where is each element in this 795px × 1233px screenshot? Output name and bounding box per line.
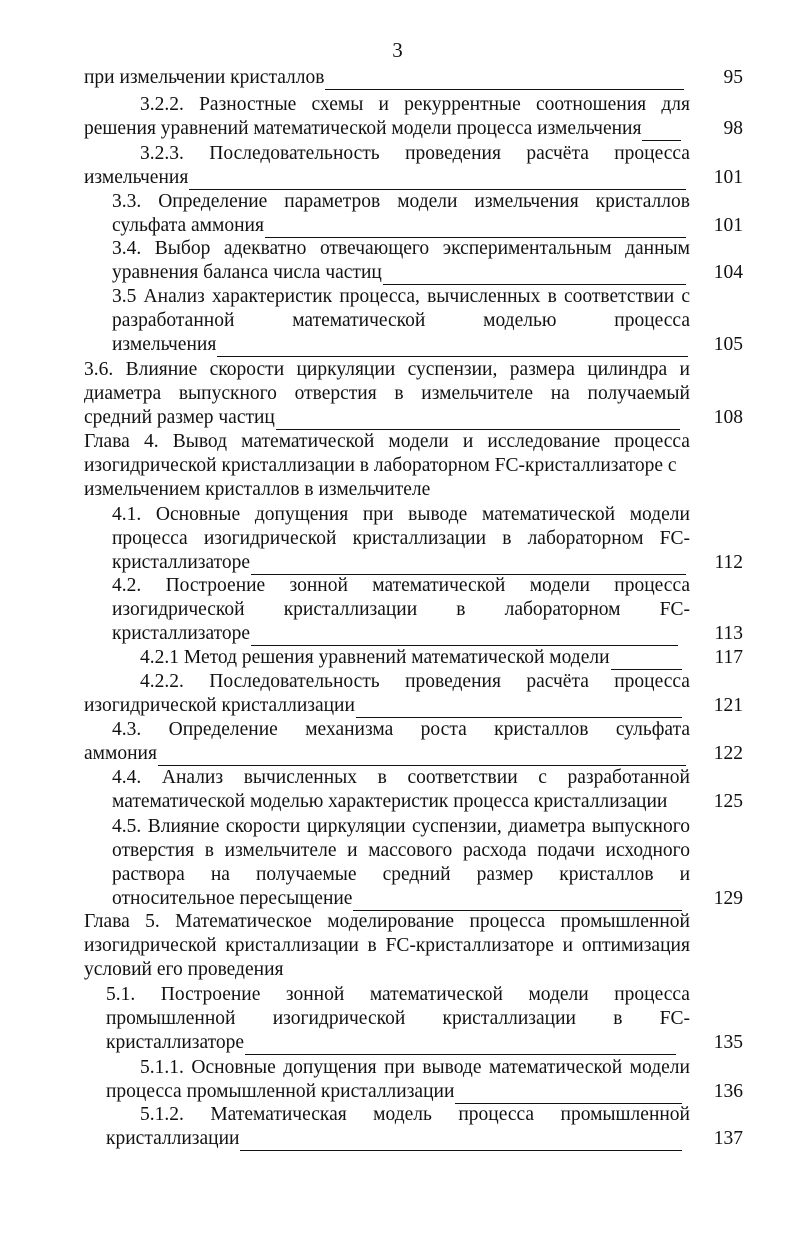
toc-entry-line: изогидрической кристаллизации в лабораторном FC-кристаллизаторе с [84, 455, 677, 476]
word: Анализ [143, 286, 205, 307]
word: механизма [305, 719, 394, 740]
word: на [550, 383, 570, 404]
word: математической [489, 1057, 623, 1078]
toc-entry-text: процесса промышленной кристаллизации [106, 1081, 455, 1102]
word: массового [368, 840, 453, 861]
word: процесса [614, 575, 690, 596]
word: оптимизация [581, 935, 690, 956]
toc-entry-line [140, 1103, 690, 1127]
word: 5.1.1. [140, 1057, 184, 1078]
toc-entry-text: измельчения [112, 334, 217, 355]
word: выпускного [591, 816, 690, 837]
leader-line [251, 627, 678, 646]
word: модели [397, 191, 458, 212]
toc-entry-text: кристаллизаторе [112, 552, 251, 573]
word: разработанной [112, 310, 235, 331]
toc-page-number: 122 [713, 743, 743, 764]
toc-entry-line [112, 574, 690, 598]
word: скорости [225, 816, 301, 837]
word: суспензии, [412, 816, 502, 837]
word: средний [382, 864, 451, 885]
word: изогидрической [203, 528, 337, 549]
word: отверстия [112, 840, 195, 861]
word: модели [528, 984, 589, 1005]
word: для [661, 94, 690, 115]
toc-page-number: 137 [713, 1128, 743, 1149]
word: раствора [112, 864, 185, 885]
toc-entry-text: сульфата аммония [112, 215, 264, 236]
word: 3.6. [84, 359, 114, 380]
word: промышленной [106, 1008, 236, 1029]
word: FC- [659, 1008, 690, 1029]
word: и [378, 94, 389, 115]
word: размер [476, 864, 534, 885]
word: параметров [284, 191, 381, 212]
toc-page-number: 129 [713, 888, 743, 909]
word: математической [241, 431, 375, 452]
toc-entry-line [84, 166, 686, 190]
toc-entry-line [112, 718, 690, 742]
toc-entry-line [112, 766, 690, 790]
word: с [538, 767, 547, 788]
word: кристаллов [494, 719, 589, 740]
toc-page-number: 98 [723, 118, 743, 139]
word: при [362, 504, 394, 525]
word: соотношения [536, 94, 647, 115]
word: 5.1.2. [140, 1104, 184, 1125]
toc-entry-line [112, 622, 678, 646]
toc-entry-line [140, 1056, 690, 1080]
toc-page-number: 95 [723, 67, 743, 88]
word: измельчителе [421, 383, 534, 404]
word: 4.3. [112, 719, 142, 740]
word: 3.2.2. [140, 94, 184, 115]
word: суспензии, [407, 359, 498, 380]
word: разработанной [567, 767, 690, 788]
toc-page-number: 112 [714, 552, 743, 573]
word: с [681, 286, 690, 307]
toc-entry-line [112, 285, 690, 309]
word: модели [388, 431, 449, 452]
word: размера [509, 359, 575, 380]
toc-page-number: 125 [713, 791, 743, 812]
toc-entry-line [140, 670, 690, 694]
word: зонной [289, 575, 348, 596]
toc-entry-line [112, 214, 686, 238]
toc-entry-line [84, 66, 684, 90]
word: модель [373, 1104, 432, 1125]
word: адекватно [223, 238, 307, 259]
toc-entry-line [84, 358, 690, 382]
word: получаемые [255, 864, 357, 885]
toc-entry-line [112, 527, 690, 551]
word: допущения [283, 1057, 377, 1078]
toc-entry-line [140, 646, 682, 670]
word: соответствии [407, 767, 518, 788]
word: 3.3. [112, 191, 142, 212]
toc-entry-line [112, 309, 690, 333]
word: вычисленных [427, 286, 541, 307]
toc-entry-line [112, 598, 690, 622]
leader-line [217, 338, 688, 357]
leader-line [383, 266, 686, 285]
toc-entry-text: измельчения [84, 167, 189, 188]
toc-page-number: 136 [713, 1081, 743, 1102]
word: процесса [458, 1104, 535, 1125]
word: лабораторном [527, 528, 644, 549]
word: модели [529, 575, 590, 596]
word: при [384, 1057, 415, 1078]
toc-entry-line [112, 190, 690, 214]
word: 4. [143, 431, 159, 452]
word: Глава [84, 431, 130, 452]
toc-entry-text: кристаллизаторе [112, 623, 251, 644]
leader-line [265, 219, 686, 238]
toc-entry-line [84, 694, 682, 718]
leader-line [276, 411, 680, 430]
word: Разностные [199, 94, 297, 115]
word: Математическая [210, 1104, 347, 1125]
word: в [456, 599, 466, 620]
leader-line [240, 1132, 682, 1151]
toc-entry-line [112, 503, 690, 527]
word: 3.2.3. [140, 143, 184, 164]
toc-entry-line [84, 934, 690, 958]
toc-entry-text: решения уравнений математической модели процесса измельчения [84, 118, 642, 139]
word: Вывод [172, 431, 228, 452]
word: кристаллизации [442, 1008, 576, 1029]
word: математической [292, 310, 426, 331]
word: в [204, 840, 214, 861]
toc-entry-line [84, 742, 686, 766]
word: проведения [405, 671, 501, 692]
word: в [547, 286, 557, 307]
word: Основные [191, 1057, 276, 1078]
word: подачи [537, 840, 595, 861]
leader-line [189, 171, 686, 190]
word: циркуляции [306, 816, 406, 837]
leader-line [642, 122, 681, 141]
word: данным [625, 238, 690, 259]
toc-page-number: 108 [713, 407, 743, 428]
word: моделирование [327, 911, 455, 932]
word: Влияние [147, 816, 220, 837]
word: изогидрической [112, 599, 245, 620]
toc-entry-line: условий его проведения [84, 959, 284, 980]
toc-page-number: 101 [713, 167, 743, 188]
word: диаметра [508, 816, 586, 837]
word: и [462, 431, 474, 452]
word: Анализ [161, 767, 224, 788]
leader-line [251, 556, 686, 575]
word: и [347, 840, 358, 861]
toc-entry-line [112, 815, 690, 839]
leader-line [455, 1085, 682, 1104]
word: допущения [254, 504, 349, 525]
word: математической [481, 504, 616, 525]
word: зонной [285, 984, 345, 1005]
word: 4.2. [112, 575, 142, 596]
toc-entry-text: средний размер частиц [84, 407, 275, 428]
word: кристаллизации [352, 528, 487, 549]
word: в [613, 1008, 623, 1029]
leader-line [611, 651, 682, 670]
word: кристаллов [559, 864, 654, 885]
toc-entry-line [84, 910, 690, 934]
word: 4.2.2. [140, 671, 184, 692]
toc-entry-line [106, 983, 690, 1007]
word: процесса [614, 310, 690, 331]
word: выводе [422, 1057, 482, 1078]
word: промышленной [560, 911, 690, 932]
word: кристаллизации [225, 935, 359, 956]
word: в [502, 528, 512, 549]
word: расчёта [526, 671, 589, 692]
word: роста [420, 719, 467, 740]
leader-line [356, 699, 682, 718]
word: FC- [659, 528, 690, 549]
word: FC- [659, 599, 690, 620]
word: получаемый [587, 383, 690, 404]
toc-entry-line [106, 1080, 682, 1104]
word: исследование [487, 431, 601, 452]
word: вычисленных [243, 767, 358, 788]
word: сульфата [615, 719, 690, 740]
word: Основные [155, 504, 241, 525]
toc-page-number: 121 [713, 695, 743, 716]
toc-entry-line [112, 887, 682, 911]
word: и [679, 359, 690, 380]
word: процесса [112, 528, 188, 549]
word: математической [372, 575, 506, 596]
toc-page-number: 113 [714, 623, 743, 644]
toc-entry-line [84, 406, 680, 430]
toc-page-number: 135 [713, 1032, 743, 1053]
word: процесса [614, 143, 690, 164]
word: расхода [462, 840, 527, 861]
word: математической [369, 984, 503, 1005]
toc-page-number: 105 [713, 334, 743, 355]
word: 4.4. [112, 767, 142, 788]
word: 3.5 [112, 286, 137, 307]
word: изогидрической [84, 935, 217, 956]
word: отвечающего [319, 238, 430, 259]
word: Глава [84, 911, 130, 932]
toc-entry-line [106, 1031, 676, 1055]
word: Выбор [154, 238, 211, 259]
word: FC-кристаллизаторе [385, 935, 554, 956]
word: Определение [158, 191, 268, 212]
toc-entry-line [106, 1127, 682, 1151]
toc-entry-line [84, 117, 681, 141]
toc-entry-line [112, 237, 690, 261]
leader-line [325, 71, 684, 90]
leader-line [353, 892, 682, 911]
word: кристаллизации [283, 599, 418, 620]
word: диаметра [84, 383, 162, 404]
toc-entry-line [140, 142, 690, 166]
toc-entry-line [112, 261, 686, 285]
toc-page-number: 117 [714, 647, 743, 668]
word: выводе [408, 504, 468, 525]
toc-entry-text: кристаллизации [106, 1128, 240, 1149]
page-number: 3 [392, 38, 403, 62]
word: и [562, 935, 574, 956]
toc-entry-line [112, 551, 686, 575]
word: и [679, 864, 690, 885]
toc-entry-text: при измельчении кристаллов [84, 67, 325, 88]
word: схемы [311, 94, 364, 115]
word: процесса [469, 911, 546, 932]
word: изогидрической [272, 1008, 406, 1029]
toc-entry-text: уравнения баланса числа частиц [112, 262, 382, 283]
word: 4.5. [112, 816, 142, 837]
word: измельчения [474, 191, 579, 212]
word: промышленной [560, 1104, 690, 1125]
word: соответствии [563, 286, 675, 307]
word: кристаллов [595, 191, 690, 212]
word: циркуляции [296, 359, 396, 380]
word: экспериментальным [442, 238, 612, 259]
word: 5.1. [106, 984, 136, 1005]
toc-entry-line [84, 382, 690, 406]
word: проведения [405, 143, 501, 164]
toc-entry-line: математической моделью характеристик процесса кристаллизации [112, 791, 668, 812]
word: 4.1. [112, 504, 142, 525]
word: выпускного [178, 383, 277, 404]
word: на [210, 864, 230, 885]
word: в [367, 935, 377, 956]
toc-entry-text: относительное пересыщение [112, 888, 353, 909]
toc-entry-text: кристаллизаторе [106, 1032, 245, 1053]
leader-line [245, 1036, 676, 1055]
word: Последовательность [209, 143, 380, 164]
word: измельчителе [224, 840, 337, 861]
word: Влияние [125, 359, 198, 380]
toc-entry-text: изогидрической кристаллизации [84, 695, 355, 716]
toc-entry-text: 4.2.1 Метод решения уравнений математической модели [140, 647, 610, 668]
toc-entry-line [112, 333, 688, 357]
word: модели [629, 1057, 690, 1078]
toc-page-number: 104 [713, 262, 743, 283]
toc-entry-line [106, 1007, 690, 1031]
word: отверстия [294, 383, 377, 404]
word: моделью [483, 310, 557, 331]
word: рекуррентные [404, 94, 521, 115]
word: процесса, [339, 286, 420, 307]
toc-entry-line [112, 839, 690, 863]
word: 5. [145, 911, 160, 932]
toc-entry-line [84, 430, 690, 454]
word: процесса [614, 671, 690, 692]
toc-page-number: 101 [713, 215, 743, 236]
word: Построение [160, 984, 261, 1005]
word: Последовательность [209, 671, 380, 692]
toc-entry-line [140, 93, 690, 117]
word: Математическое [175, 911, 312, 932]
word: лабораторном [504, 599, 621, 620]
toc-entry-line [112, 863, 690, 887]
word: процесса [614, 431, 690, 452]
word: расчёта [526, 143, 589, 164]
word: в [377, 767, 387, 788]
toc-entry-line: измельчением кристаллов в измельчителе [84, 479, 431, 500]
word: процесса [614, 984, 690, 1005]
word: скорости [209, 359, 285, 380]
word: в [394, 383, 404, 404]
word: Построение [165, 575, 266, 596]
toc-entry-text: аммония [84, 743, 157, 764]
word: характеристик [211, 286, 333, 307]
word: цилиндра [587, 359, 668, 380]
word: 3.4. [112, 238, 142, 259]
word: исходного [605, 840, 690, 861]
word: Определение [168, 719, 278, 740]
leader-line [158, 747, 686, 766]
word: модели [629, 504, 690, 525]
